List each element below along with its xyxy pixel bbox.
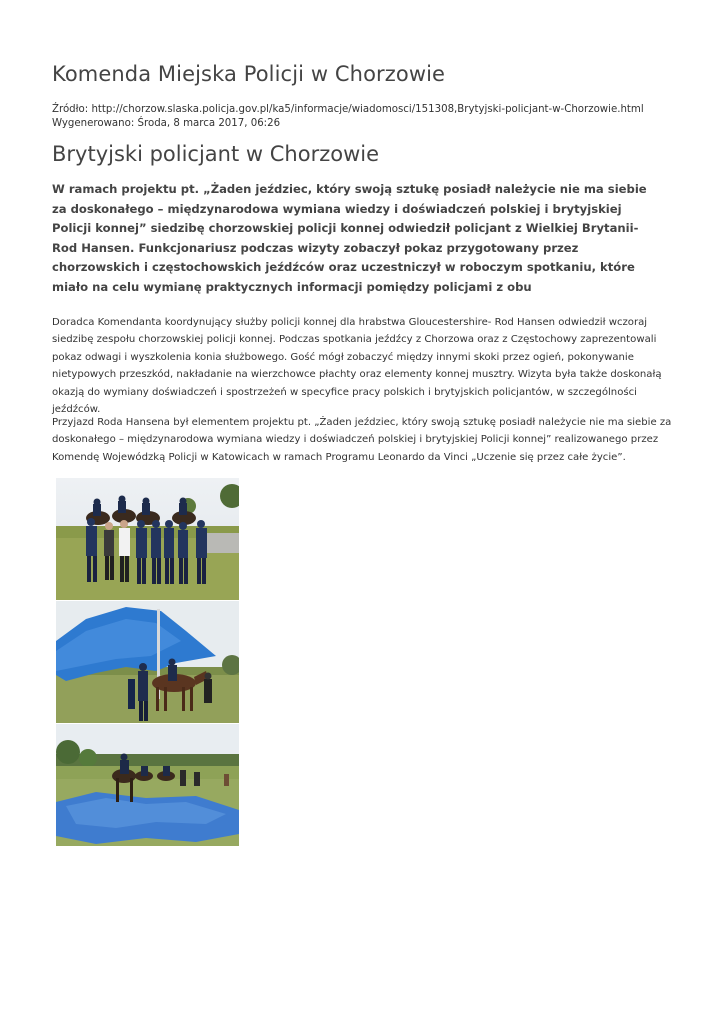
source-line bbox=[52, 103, 644, 117]
article-title: Brytyjski policjant w Chorzowie bbox=[52, 142, 379, 166]
document-meta bbox=[52, 103, 644, 131]
article-paragraph: Doradca Komendanta koordynujący służby policji konnej dla hrabstwa Gloucestershire- Rod Hansen odwiedził wczoraj siedzibę zespołu chorzowskiej policji konnej. Podczas spotkania jeźdźcy z Chorzowa oraz z Częstochowy zaprezentowali pokaz odwagi i wyszkolenia konia służbowego. Gość mógł zobaczyć między innymi skoki przez ogień, pokonywanie nietypowych przeszkód, nakładanie na wierzchowce płachty oraz elementy konnej musztry. Wizyta była także doskonałą okazją do wymiany doświadczeń i spostrzeżeń w specyfice pracy polskich i brytyjskich policjantów, w szczególności jeźdźców. bbox=[52, 317, 662, 416]
article-lead: W ramach projektu pt. „Żaden jeździec, który swoją sztukę posiadł należycie nie ma siebie za doskonałego – międzynarodowa wymiana wiedzy i doświadczeń polskiej i brytyjskiej Policji konnej” siedzibę chorzowskiej policji konnej odwiedził policjant z Wielkiej Brytanii- Rod Hansen. Funkcjonariusz podczas wizyty zobaczył pokaz przygotowany przez chorzowskich i częstochowskich jeźdźców oraz uczestniczył w roboczym spotkaniu, które miało na celu wymianę praktycznych informacji pomiędzy policjami z obu bbox=[52, 182, 647, 294]
tarpaulin-horse-photo-image bbox=[56, 601, 239, 723]
group-photo-image bbox=[56, 478, 239, 600]
generated-line bbox=[52, 117, 644, 131]
source-label: Źródło: bbox=[52, 104, 89, 115]
site-title: Komenda Miejska Policji w Chorzowie bbox=[52, 62, 446, 86]
generated-label: Wygenerowano: bbox=[52, 118, 135, 129]
generated-date: Środa, 8 marca 2017, 06:26 bbox=[137, 118, 281, 129]
riders-tarp-ground-photo-image bbox=[56, 724, 239, 846]
source-url[interactable]: http://chorzow.slaska.policja.gov.pl/ka5/informacje/wiadomosci/151308,Brytyjski-policjant-w-Chorzowie.html bbox=[91, 104, 644, 115]
article-paragraph: Przyjazd Roda Hansena był elementem projektu pt. „Żaden jeździec, który swoją sztukę posiadł należycie nie ma siebie za doskonałego – międzynarodowa wymiana wiedzy i doświadczeń polskiej i brytyjskiej Policji konnej” realizowanego przez Komendę Wojewódzką Policji w Katowicach w ramach Programu Leonardo da Vinci „Uczenie się przez całe życie”. bbox=[52, 417, 672, 463]
